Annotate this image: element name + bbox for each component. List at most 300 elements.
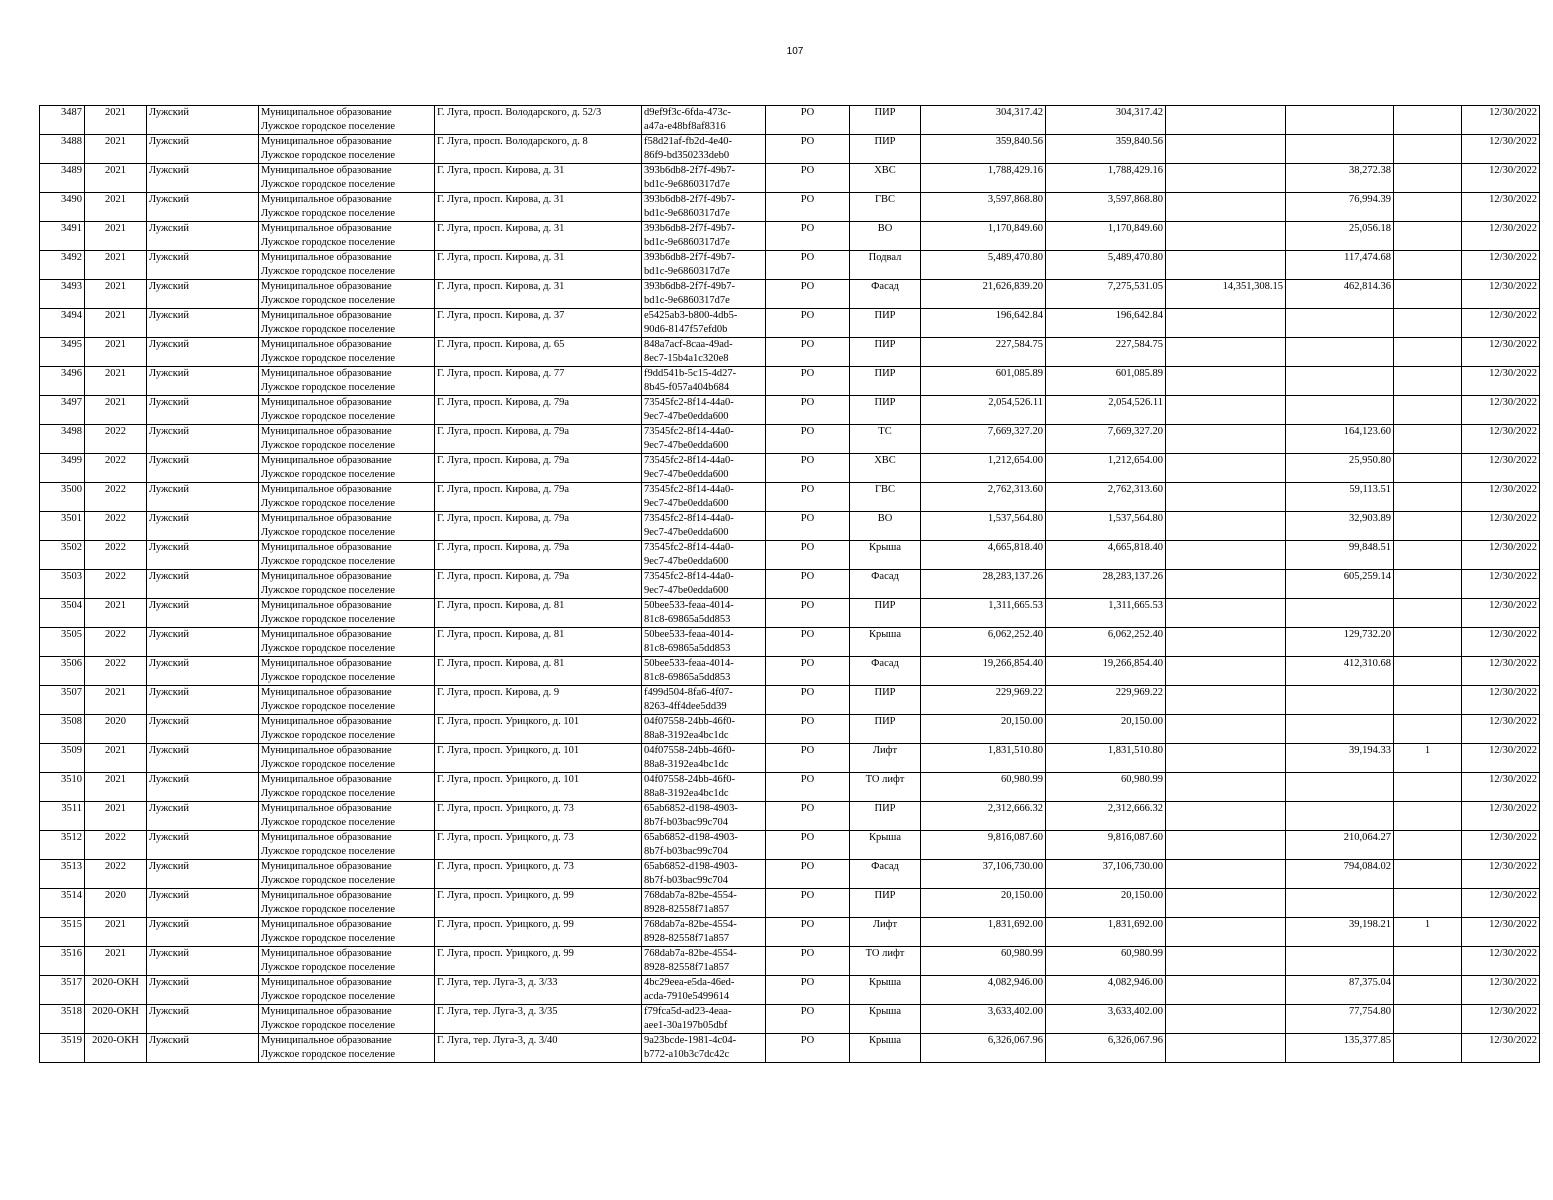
cost-part2-cell: [1166, 338, 1286, 367]
cost-part2-cell: [1166, 164, 1286, 193]
quantity-cell: [1394, 135, 1462, 164]
total-cost-cell: 5,489,470.80: [921, 251, 1046, 280]
cost-part3-cell: [1286, 947, 1394, 976]
fias-code-line: 50bee533-feaa-4014-: [644, 629, 734, 640]
district-cell: Лужский: [147, 367, 259, 396]
total-cost-cell: 601,085.89: [921, 367, 1046, 396]
year-cell: 2022: [85, 425, 147, 454]
district-cell: Лужский: [147, 976, 259, 1005]
municipality-line: Лужское городское поселение: [261, 469, 396, 480]
municipality-line: Лужское городское поселение: [261, 527, 396, 538]
total-cost-cell: 21,626,839.20: [921, 280, 1046, 309]
district-cell: Лужский: [147, 396, 259, 425]
quantity-cell: [1394, 715, 1462, 744]
cost-part2-cell: [1166, 860, 1286, 889]
district-cell: Лужский: [147, 1005, 259, 1034]
cost-part1-cell: 60,980.99: [1046, 947, 1166, 976]
table-row: [40, 396, 1540, 425]
district-cell: Лужский: [147, 802, 259, 831]
cost-part2-cell: [1166, 396, 1286, 425]
municipality-line: Лужское городское поселение: [261, 817, 396, 828]
municipality-cell: [259, 976, 435, 1005]
municipality-cell: [259, 367, 435, 396]
table-row: [40, 454, 1540, 483]
cost-part2-cell: [1166, 454, 1286, 483]
cost-part3-cell: 76,994.39: [1286, 193, 1394, 222]
address-cell: Г. Луга, просп. Урицкого, д. 101: [435, 715, 642, 744]
fias-code-line: 81c8-69865a5dd853: [644, 614, 731, 625]
fias-code-line: bd1c-9e6860317d7e: [644, 295, 730, 306]
address-cell: Г. Луга, просп. Кирова, д. 77: [435, 367, 642, 396]
municipality-cell: [259, 425, 435, 454]
table-row: [40, 135, 1540, 164]
table-row: [40, 367, 1540, 396]
cost-part3-cell: 412,310.68: [1286, 657, 1394, 686]
address-cell: Г. Луга, просп. Кирова, д. 79а: [435, 541, 642, 570]
municipality-line: Муниципальное образование: [261, 687, 392, 698]
municipality-cell: [259, 193, 435, 222]
fias-code-cell: [642, 1005, 766, 1034]
fias-code-line: 9ec7-47be0edda600: [644, 527, 729, 538]
district-cell: Лужский: [147, 599, 259, 628]
fias-code-line: 4bc29eea-e5da-46ed-: [644, 977, 735, 988]
registry-table: [39, 105, 1540, 1063]
fias-code-line: 8b7f-b03bac99c704: [644, 846, 728, 857]
year-cell: 2022: [85, 860, 147, 889]
fias-code-cell: [642, 309, 766, 338]
quantity-cell: [1394, 860, 1462, 889]
fias-code-line: 73545fc2-8f14-44a0-: [644, 542, 734, 553]
cost-part3-cell: 117,474.68: [1286, 251, 1394, 280]
year-cell: 2021: [85, 773, 147, 802]
municipality-line: Лужское городское поселение: [261, 933, 396, 944]
municipality-cell: [259, 889, 435, 918]
year-cell: 2020: [85, 889, 147, 918]
date-cell: 12/30/2022: [1462, 454, 1540, 483]
date-cell: 12/30/2022: [1462, 251, 1540, 280]
municipality-line: Лужское городское поселение: [261, 672, 396, 683]
fias-code-line: 04f07558-24bb-46f0-: [644, 774, 735, 785]
work-type-cell: Крыша: [850, 1005, 921, 1034]
quantity-cell: [1394, 831, 1462, 860]
municipality-line: Муниципальное образование: [261, 832, 392, 843]
work-type-cell: Фасад: [850, 860, 921, 889]
table-row: [40, 628, 1540, 657]
fias-code-line: aee1-30a197b05dbf: [644, 1020, 728, 1031]
year-cell: 2021: [85, 193, 147, 222]
program-type-cell: РО: [766, 367, 850, 396]
municipality-line: Муниципальное образование: [261, 1006, 392, 1017]
cost-part2-cell: [1166, 193, 1286, 222]
municipality-line: Муниципальное образование: [261, 861, 392, 872]
table-row: [40, 686, 1540, 715]
municipality-line: Муниципальное образование: [261, 600, 392, 611]
cost-part2-cell: [1166, 802, 1286, 831]
fias-code-line: 81c8-69865a5dd853: [644, 672, 731, 683]
fias-code-line: f79fca5d-ad23-4eaa-: [644, 1006, 732, 1017]
year-cell: 2021: [85, 222, 147, 251]
municipality-cell: [259, 570, 435, 599]
cost-part1-cell: 37,106,730.00: [1046, 860, 1166, 889]
work-type-cell: ТО лифт: [850, 773, 921, 802]
cost-part2-cell: [1166, 425, 1286, 454]
fias-code-cell: [642, 1034, 766, 1063]
municipality-line: Лужское городское поселение: [261, 266, 396, 277]
program-type-cell: РО: [766, 164, 850, 193]
municipality-cell: [259, 860, 435, 889]
row-number-cell: 3508: [40, 715, 85, 744]
municipality-cell: [259, 280, 435, 309]
cost-part3-cell: [1286, 367, 1394, 396]
quantity-cell: [1394, 512, 1462, 541]
program-type-cell: РО: [766, 831, 850, 860]
cost-part3-cell: [1286, 309, 1394, 338]
program-type-cell: РО: [766, 570, 850, 599]
row-number-cell: 3489: [40, 164, 85, 193]
fias-code-line: 65ab6852-d198-4903-: [644, 861, 738, 872]
address-cell: Г. Луга, просп. Кирова, д. 79а: [435, 512, 642, 541]
fias-code-line: 848a7acf-8caa-49ad-: [644, 339, 733, 350]
quantity-cell: [1394, 628, 1462, 657]
date-cell: 12/30/2022: [1462, 541, 1540, 570]
municipality-cell: [259, 715, 435, 744]
date-cell: 12/30/2022: [1462, 657, 1540, 686]
work-type-cell: ГВС: [850, 193, 921, 222]
address-cell: Г. Луга, просп. Кирова, д. 31: [435, 280, 642, 309]
quantity-cell: [1394, 164, 1462, 193]
work-type-cell: ГВС: [850, 483, 921, 512]
municipality-cell: [259, 947, 435, 976]
total-cost-cell: 6,062,252.40: [921, 628, 1046, 657]
district-cell: Лужский: [147, 628, 259, 657]
cost-part1-cell: 9,816,087.60: [1046, 831, 1166, 860]
municipality-cell: [259, 396, 435, 425]
total-cost-cell: 227,584.75: [921, 338, 1046, 367]
fias-code-line: 768dab7a-82be-4554-: [644, 948, 737, 959]
date-cell: 12/30/2022: [1462, 860, 1540, 889]
municipality-cell: [259, 164, 435, 193]
cost-part2-cell: [1166, 657, 1286, 686]
total-cost-cell: 2,312,666.32: [921, 802, 1046, 831]
cost-part2-cell: 14,351,308.15: [1166, 280, 1286, 309]
program-type-cell: РО: [766, 280, 850, 309]
date-cell: 12/30/2022: [1462, 193, 1540, 222]
date-cell: 12/30/2022: [1462, 570, 1540, 599]
address-cell: Г. Луга, просп. Урицкого, д. 73: [435, 802, 642, 831]
row-number-cell: 3490: [40, 193, 85, 222]
municipality-line: Муниципальное образование: [261, 745, 392, 756]
cost-part2-cell: [1166, 135, 1286, 164]
district-cell: Лужский: [147, 889, 259, 918]
work-type-cell: ТС: [850, 425, 921, 454]
district-cell: Лужский: [147, 425, 259, 454]
work-type-cell: ХВС: [850, 164, 921, 193]
fias-code-cell: [642, 918, 766, 947]
program-type-cell: РО: [766, 715, 850, 744]
table-row: [40, 251, 1540, 280]
date-cell: 12/30/2022: [1462, 280, 1540, 309]
fias-code-line: 9ec7-47be0edda600: [644, 469, 729, 480]
address-cell: Г. Луга, просп. Кирова, д. 79а: [435, 570, 642, 599]
table-row: [40, 802, 1540, 831]
year-cell: 2021: [85, 135, 147, 164]
municipality-cell: [259, 541, 435, 570]
total-cost-cell: 4,665,818.40: [921, 541, 1046, 570]
year-cell: 2022: [85, 454, 147, 483]
year-cell: 2021: [85, 686, 147, 715]
row-number-cell: 3506: [40, 657, 85, 686]
district-cell: Лужский: [147, 309, 259, 338]
cost-part1-cell: 2,762,313.60: [1046, 483, 1166, 512]
program-type-cell: РО: [766, 512, 850, 541]
table-row: [40, 222, 1540, 251]
cost-part1-cell: 359,840.56: [1046, 135, 1166, 164]
total-cost-cell: 1,170,849.60: [921, 222, 1046, 251]
municipality-line: Лужское городское поселение: [261, 701, 396, 712]
quantity-cell: [1394, 483, 1462, 512]
work-type-cell: ПИР: [850, 309, 921, 338]
cost-part1-cell: 227,584.75: [1046, 338, 1166, 367]
cost-part1-cell: 1,831,692.00: [1046, 918, 1166, 947]
work-type-cell: ПИР: [850, 396, 921, 425]
municipality-line: Муниципальное образование: [261, 1035, 392, 1046]
address-cell: Г. Луга, просп. Кирова, д. 9: [435, 686, 642, 715]
work-type-cell: Подвал: [850, 251, 921, 280]
cost-part1-cell: 7,275,531.05: [1046, 280, 1166, 309]
year-cell: 2022: [85, 483, 147, 512]
address-cell: Г. Луга, тер. Луга-3, д. 3/40: [435, 1034, 642, 1063]
year-cell: 2022: [85, 570, 147, 599]
cost-part2-cell: [1166, 1005, 1286, 1034]
quantity-cell: [1394, 570, 1462, 599]
cost-part2-cell: [1166, 106, 1286, 135]
cost-part2-cell: [1166, 773, 1286, 802]
district-cell: Лужский: [147, 280, 259, 309]
quantity-cell: 1: [1394, 744, 1462, 773]
cost-part2-cell: [1166, 715, 1286, 744]
date-cell: 12/30/2022: [1462, 164, 1540, 193]
work-type-cell: ВО: [850, 222, 921, 251]
total-cost-cell: 196,642.84: [921, 309, 1046, 338]
fias-code-cell: [642, 251, 766, 280]
address-cell: Г. Луга, просп. Кирова, д. 81: [435, 599, 642, 628]
total-cost-cell: 20,150.00: [921, 889, 1046, 918]
fias-code-cell: [642, 715, 766, 744]
cost-part3-cell: 32,903.89: [1286, 512, 1394, 541]
program-type-cell: РО: [766, 657, 850, 686]
date-cell: 12/30/2022: [1462, 715, 1540, 744]
address-cell: Г. Луга, просп. Кирова, д. 81: [435, 628, 642, 657]
quantity-cell: [1394, 686, 1462, 715]
quantity-cell: [1394, 1034, 1462, 1063]
fias-code-cell: [642, 106, 766, 135]
row-number-cell: 3492: [40, 251, 85, 280]
fias-code-line: e5425ab3-b800-4db5-: [644, 310, 738, 321]
total-cost-cell: 229,969.22: [921, 686, 1046, 715]
row-number-cell: 3500: [40, 483, 85, 512]
district-cell: Лужский: [147, 106, 259, 135]
address-cell: Г. Луга, тер. Луга-3, д. 3/33: [435, 976, 642, 1005]
cost-part3-cell: [1286, 889, 1394, 918]
address-cell: Г. Луга, просп. Урицкого, д. 99: [435, 947, 642, 976]
quantity-cell: [1394, 193, 1462, 222]
page-number: 107: [786, 46, 804, 57]
cost-part1-cell: 28,283,137.26: [1046, 570, 1166, 599]
year-cell: 2022: [85, 512, 147, 541]
district-cell: Лужский: [147, 831, 259, 860]
total-cost-cell: 9,816,087.60: [921, 831, 1046, 860]
row-number-cell: 3502: [40, 541, 85, 570]
year-cell: 2021: [85, 164, 147, 193]
row-number-cell: 3518: [40, 1005, 85, 1034]
fias-code-line: 768dab7a-82be-4554-: [644, 919, 737, 930]
program-type-cell: РО: [766, 918, 850, 947]
district-cell: Лужский: [147, 657, 259, 686]
table-row: [40, 947, 1540, 976]
work-type-cell: Крыша: [850, 831, 921, 860]
address-cell: Г. Луга, просп. Кирова, д. 79а: [435, 454, 642, 483]
municipality-line: Муниципальное образование: [261, 513, 392, 524]
municipality-line: Муниципальное образование: [261, 919, 392, 930]
fias-code-line: 73545fc2-8f14-44a0-: [644, 455, 734, 466]
total-cost-cell: 1,311,665.53: [921, 599, 1046, 628]
cost-part1-cell: 1,212,654.00: [1046, 454, 1166, 483]
date-cell: 12/30/2022: [1462, 309, 1540, 338]
cost-part3-cell: 99,848.51: [1286, 541, 1394, 570]
program-type-cell: РО: [766, 425, 850, 454]
district-cell: Лужский: [147, 454, 259, 483]
district-cell: Лужский: [147, 715, 259, 744]
fias-code-cell: [642, 802, 766, 831]
year-cell: 2021: [85, 367, 147, 396]
fias-code-line: 73545fc2-8f14-44a0-: [644, 426, 734, 437]
municipality-line: Муниципальное образование: [261, 252, 392, 263]
fias-code-line: 04f07558-24bb-46f0-: [644, 745, 735, 756]
program-type-cell: РО: [766, 976, 850, 1005]
fias-code-line: bd1c-9e6860317d7e: [644, 237, 730, 248]
cost-part3-cell: 38,272.38: [1286, 164, 1394, 193]
cost-part2-cell: [1166, 367, 1286, 396]
program-type-cell: РО: [766, 599, 850, 628]
program-type-cell: РО: [766, 889, 850, 918]
address-cell: Г. Луга, просп. Кирова, д. 31: [435, 164, 642, 193]
program-type-cell: РО: [766, 1034, 850, 1063]
quantity-cell: [1394, 1005, 1462, 1034]
fias-code-line: 88a8-3192ea4bc1dc: [644, 788, 729, 799]
table-row: [40, 425, 1540, 454]
municipality-cell: [259, 628, 435, 657]
cost-part3-cell: 77,754.80: [1286, 1005, 1394, 1034]
work-type-cell: Крыша: [850, 1034, 921, 1063]
cost-part2-cell: [1166, 744, 1286, 773]
cost-part1-cell: 1,537,564.80: [1046, 512, 1166, 541]
fias-code-line: 9ec7-47be0edda600: [644, 411, 729, 422]
municipality-cell: [259, 599, 435, 628]
address-cell: Г. Луга, просп. Володарского, д. 8: [435, 135, 642, 164]
work-type-cell: ПИР: [850, 889, 921, 918]
district-cell: Лужский: [147, 570, 259, 599]
cost-part2-cell: [1166, 1034, 1286, 1063]
table-row: [40, 570, 1540, 599]
municipality-line: Лужское городское поселение: [261, 208, 396, 219]
work-type-cell: ТО лифт: [850, 947, 921, 976]
program-type-cell: РО: [766, 135, 850, 164]
fias-code-line: 9a23bcde-1981-4c04-: [644, 1035, 737, 1046]
fias-code-cell: [642, 976, 766, 1005]
fias-code-cell: [642, 744, 766, 773]
cost-part2-cell: [1166, 686, 1286, 715]
municipality-line: Муниципальное образование: [261, 107, 392, 118]
quantity-cell: [1394, 599, 1462, 628]
cost-part1-cell: 5,489,470.80: [1046, 251, 1166, 280]
cost-part1-cell: 229,969.22: [1046, 686, 1166, 715]
fias-code-line: 393b6db8-2f7f-49b7-: [644, 281, 735, 292]
municipality-line: Муниципальное образование: [261, 542, 392, 553]
municipality-cell: [259, 106, 435, 135]
municipality-line: Лужское городское поселение: [261, 179, 396, 190]
cost-part3-cell: 25,950.80: [1286, 454, 1394, 483]
table-row: [40, 280, 1540, 309]
municipality-line: Лужское городское поселение: [261, 382, 396, 393]
cost-part2-cell: [1166, 512, 1286, 541]
fias-code-line: 768dab7a-82be-4554-: [644, 890, 737, 901]
quantity-cell: [1394, 425, 1462, 454]
district-cell: Лужский: [147, 541, 259, 570]
table-row: [40, 773, 1540, 802]
fias-code-line: 81c8-69865a5dd853: [644, 643, 731, 654]
row-number-cell: 3514: [40, 889, 85, 918]
date-cell: 12/30/2022: [1462, 773, 1540, 802]
district-cell: Лужский: [147, 744, 259, 773]
year-cell: 2021: [85, 251, 147, 280]
municipality-line: Лужское городское поселение: [261, 121, 396, 132]
address-cell: Г. Луга, просп. Урицкого, д. 99: [435, 918, 642, 947]
total-cost-cell: 1,788,429.16: [921, 164, 1046, 193]
municipality-cell: [259, 831, 435, 860]
fias-code-line: 65ab6852-d198-4903-: [644, 832, 738, 843]
address-cell: Г. Луга, просп. Урицкого, д. 99: [435, 889, 642, 918]
cost-part2-cell: [1166, 309, 1286, 338]
fias-code-line: b772-a10b3c7dc42c: [644, 1049, 730, 1060]
fias-code-cell: [642, 831, 766, 860]
cost-part3-cell: 39,194.33: [1286, 744, 1394, 773]
address-cell: Г. Луга, просп. Кирова, д. 79а: [435, 425, 642, 454]
municipality-cell: [259, 918, 435, 947]
work-type-cell: ВО: [850, 512, 921, 541]
date-cell: 12/30/2022: [1462, 512, 1540, 541]
fias-code-line: a47a-e48bf8af8316: [644, 121, 726, 132]
quantity-cell: [1394, 251, 1462, 280]
quantity-cell: [1394, 454, 1462, 483]
date-cell: 12/30/2022: [1462, 222, 1540, 251]
municipality-line: Лужское городское поселение: [261, 730, 396, 741]
year-cell: 2020-ОКН: [85, 976, 147, 1005]
row-number-cell: 3487: [40, 106, 85, 135]
date-cell: 12/30/2022: [1462, 889, 1540, 918]
cost-part3-cell: [1286, 106, 1394, 135]
total-cost-cell: 2,054,526.11: [921, 396, 1046, 425]
program-type-cell: РО: [766, 106, 850, 135]
total-cost-cell: 4,082,946.00: [921, 976, 1046, 1005]
work-type-cell: ПИР: [850, 599, 921, 628]
row-number-cell: 3516: [40, 947, 85, 976]
date-cell: 12/30/2022: [1462, 106, 1540, 135]
fias-code-cell: [642, 657, 766, 686]
table-row: [40, 831, 1540, 860]
date-cell: 12/30/2022: [1462, 686, 1540, 715]
fias-code-line: 9ec7-47be0edda600: [644, 585, 729, 596]
fias-code-line: bd1c-9e6860317d7e: [644, 179, 730, 190]
